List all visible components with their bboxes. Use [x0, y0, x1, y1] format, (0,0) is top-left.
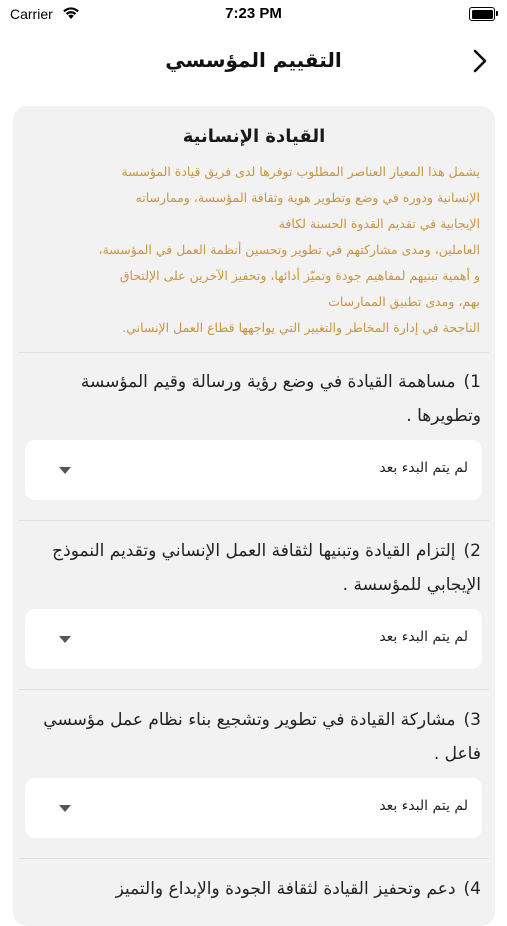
page-title: التقييم المؤسسي — [165, 48, 342, 72]
question-text: مشاركة القيادة في تطوير وتشجيع بناء نظام عمل مؤسسي فاعل . — [43, 710, 481, 764]
description-line: بهم، ومدى تطبيق الممارسات — [328, 294, 480, 309]
carrier-label: Carrier — [10, 6, 53, 22]
dropdown-selected-value: لم يتم البدء بعد — [379, 629, 468, 645]
battery-icon — [469, 7, 495, 21]
divider — [19, 352, 489, 353]
caret-down-icon — [59, 636, 71, 644]
description-line: الناجحة في إدارة المخاطر والتغيير التي يواجهها قطاع العمل الإنساني. — [122, 320, 480, 335]
question-number: 1) — [463, 372, 481, 392]
question-4 — [33, 872, 481, 906]
answer-dropdown-1[interactable] — [25, 440, 482, 500]
question-text: مساهمة القيادة في وضع رؤية ورسالة وقيم المؤسسة وتطويرها . — [80, 372, 481, 426]
question-text: دعم وتحفيز القيادة لثقافة الجودة والإبداع والتميز — [115, 879, 456, 899]
question-text: إلتزام القيادة وتبنيها لثقافة العمل الإنساني وتقديم النموذج الإيجابي للمؤسسة . — [52, 541, 481, 595]
status-bar — [0, 0, 507, 28]
dropdown-selected-value: لم يتم البدء بعد — [379, 798, 468, 814]
answer-dropdown-2[interactable] — [25, 609, 482, 669]
navigation-bar — [0, 36, 507, 86]
section-title: القيادة الإنسانية — [182, 126, 326, 147]
chevron-right-icon[interactable] — [467, 46, 493, 76]
divider — [19, 689, 489, 690]
description-line: الإنسانية ودوره في وضع وتطوير هوية وثقافة المؤسسة، وممارساته — [135, 190, 480, 205]
description-line: و أهمية تبنيهم لمفاهيم جودة وتميّز أدائها، وتحفيز الآخرين على الإلتحاق — [119, 268, 480, 283]
assessment-card — [13, 106, 495, 926]
description-line: يشمل هذا المعيار العناصر المطلوب توفرها لدى فريق قيادة المؤسسة — [121, 164, 480, 179]
description-line: الإيجابية في تقديم القدوة الحسنة لكافة — [278, 216, 480, 231]
question-2 — [33, 534, 481, 602]
divider — [19, 858, 489, 859]
caret-down-icon — [59, 467, 71, 475]
divider — [19, 520, 489, 521]
clock: 7:23 PM — [225, 5, 282, 22]
section-description — [53, 159, 480, 341]
caret-down-icon — [59, 805, 71, 813]
dropdown-selected-value: لم يتم البدء بعد — [379, 460, 468, 476]
question-number: 2) — [463, 541, 481, 561]
question-number: 3) — [463, 710, 481, 730]
question-number: 4) — [463, 879, 481, 899]
question-3 — [33, 703, 481, 771]
question-1 — [33, 365, 481, 433]
answer-dropdown-3[interactable] — [25, 778, 482, 838]
description-line: العاملين، ومدى مشاركتهم في تطوير وتحسين أنظمة العمل في المؤسسة، — [98, 242, 480, 257]
